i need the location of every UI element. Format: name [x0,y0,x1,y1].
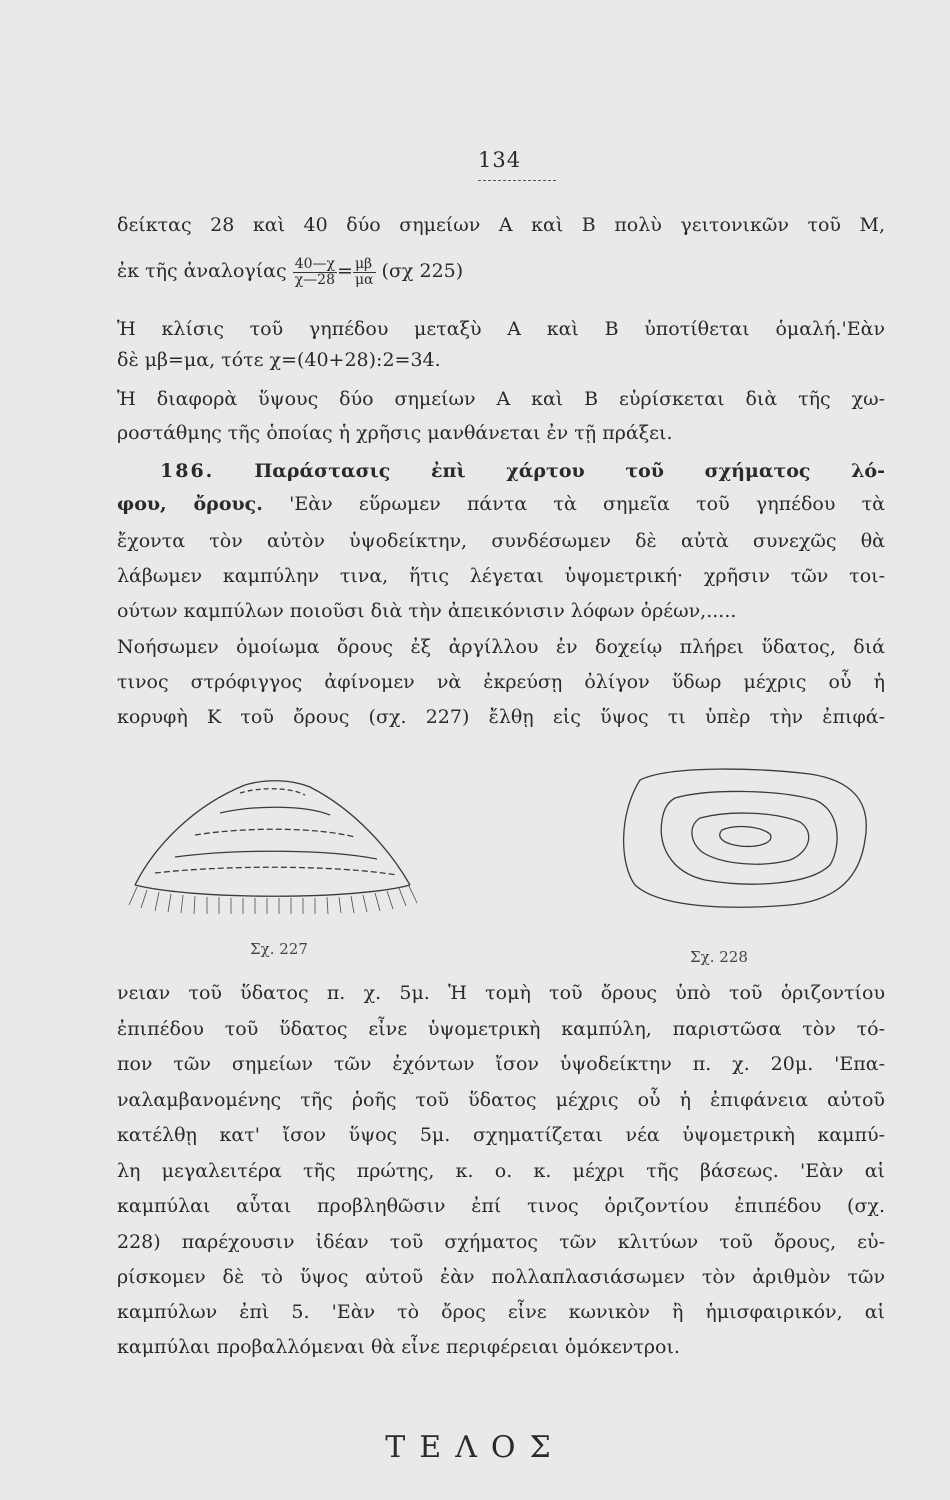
text-line: λάβωμεν καμπύλην τινα, ἥτις λέγεται ὑψομετρική· χρῆσιν τῶν τοι- [117,565,885,587]
fraction-right-denominator: μα [354,271,374,288]
text-line: ρίσκομεν δὲ τὸ ὕψος αὐτοῦ ἐὰν πολλαπλασιάσωμεν τὸν ἀριθμὸν τῶν [117,1266,885,1288]
mountain-outline [135,781,410,885]
figure-227-caption: Σχ. 227 [250,940,308,958]
contour-line-5 [155,867,397,875]
text-line: λη μεγαλειτέρα τῆς πρώτης, κ. ο. κ. μέχρι τῆς βάσεως. 'Εὰν αἱ [117,1160,885,1182]
text-line: ἐπιπέδου τοῦ ὕδατος εἶνε ὑψομετρικὴ καμπύλη, παριστῶσα τὸν τό- [117,1018,885,1040]
figure-228-contour-map [610,760,880,920]
fraction-left-denominator: χ—28 [294,271,336,288]
formula-prefix: ἐκ τῆς ἀναλογίας [117,260,287,282]
section-text: 'Εὰν εὕρωμεν πάντα τὰ σημεῖα τοῦ γηπέδου τὰ [289,493,886,515]
section-title: Παράστασις ἐπὶ χάρτου τοῦ σχήματος λό- [254,460,885,482]
text-line: Νοήσωμεν ὁμοίωμα ὄρους ἐξ ἀργίλλου ἐν δοχείῳ πλήρει ὕδατος, διά [117,636,885,658]
text-line: ἔχοντα τὸν αὐτὸν ὑψοδείκτην, συνδέσωμεν δὲ αὐτὰ συνεχῶς θὰ [117,530,885,552]
mountain-base [135,885,410,896]
section-heading [160,458,885,484]
text-line: Ἡ διαφορὰ ὕψους δύο σημείων Α καὶ Β εὑρίσκεται διὰ τῆς χω- [117,388,885,410]
text-line: Ἡ κλίσις τοῦ γηπέδου μεταξὺ Α καὶ Β ὑποτίθεται ὁμαλή.'Εὰν [117,318,885,340]
text-line: 228) παρέχουσιν ἰδέαν τοῦ σχήματος τῶν κλιτύων τοῦ ὄρους, εὑ- [117,1231,885,1253]
contour-summit [720,827,771,847]
contour-outer [624,769,867,907]
text-line: πον τῶν σημείων τῶν ἐχόντων ἴσον ὑψοδείκτην π. χ. 20μ. 'Επα- [117,1053,885,1075]
figure-228-caption: Σχ. 228 [690,948,748,966]
figure-227-mountain-model [115,765,435,915]
fraction-left-numerator: 40—χ [294,255,336,272]
fraction-left [293,257,337,288]
text-line: ούτων καμπύλων ποιοῦσι διὰ τὴν ἀπεικόνισιν λόφων ὀρέων,..... [117,600,737,622]
formula-equals: = [337,260,353,282]
contour-middle [661,791,837,884]
fraction-right-numerator: μβ [353,257,376,273]
text-line: νειαν τοῦ ὕδατος π. χ. 5μ. Ἡ τομὴ τοῦ ὄρους ὑπὸ τοῦ ὁριζοντίου [117,982,885,1004]
ground-hatching [129,886,417,914]
text-line: κορυφὴ Κ τοῦ ὄρους (σχ. 227) ἔλθῃ εἰς ὕψος τι ὑπὲρ τὴν ἐπιφά- [117,706,885,728]
contour-line-1 [240,789,305,795]
section-heading-continued [117,491,885,517]
page-number-rule [478,180,556,181]
contour-line-3 [195,829,355,837]
fraction-right [353,257,376,288]
formula-suffix: (σχ 225) [381,260,464,282]
text-line: δείκτας 28 καὶ 40 δύο σημείων Α καὶ Β πολὺ γειτονικῶν τοῦ Μ, [117,214,885,236]
end-word: ΤΕΛΟΣ [385,1430,565,1465]
section-number: 186. [160,460,215,482]
text-line: καμπύλαι προβαλλόμεναι θὰ εἶνε περιφέρειαι ὁμόκεντροι. [117,1336,680,1358]
text-line: καμπύλαι αὗται προβληθῶσιν ἐπί τινος ὁριζοντίου ἐπιπέδου (σχ. [117,1195,885,1217]
text-line: τινος στρόφιγγος ἀφίνομεν νὰ ἐκρεύσῃ ὀλίγον ὕδωρ μέχρις οὗ ἡ [117,671,885,693]
page-number: 134 [478,148,522,172]
text-line: κατέλθῃ κατ' ἴσον ὕψος 5μ. σχηματίζεται νέα ὑψομετρικὴ καμπύ- [117,1124,885,1146]
contour-line-2 [220,807,330,815]
text-line: καμπύλων ἐπὶ 5. 'Εὰν τὸ ὄρος εἶνε κωνικὸν ἢ ἡμισφαιρικόν, αἱ [117,1301,885,1323]
contour-line-4 [175,851,377,859]
text-line: δὲ μβ=μα, τότε χ=(40+28):2=34. [117,349,441,371]
formula-line [117,250,885,292]
contour-inner [692,813,809,864]
section-title-continued: φου, ὄρους. [117,493,263,515]
text-line: ναλαμβανομένης τῆς ῥοῆς τοῦ ὕδατος μέχρις οὗ ἡ ἐπιφάνεια αὐτοῦ [117,1089,885,1111]
text-line: ροστάθμης τῆς ὁποίας ἡ χρῆσις μανθάνεται ἐν τῇ πράξει. [117,422,673,444]
